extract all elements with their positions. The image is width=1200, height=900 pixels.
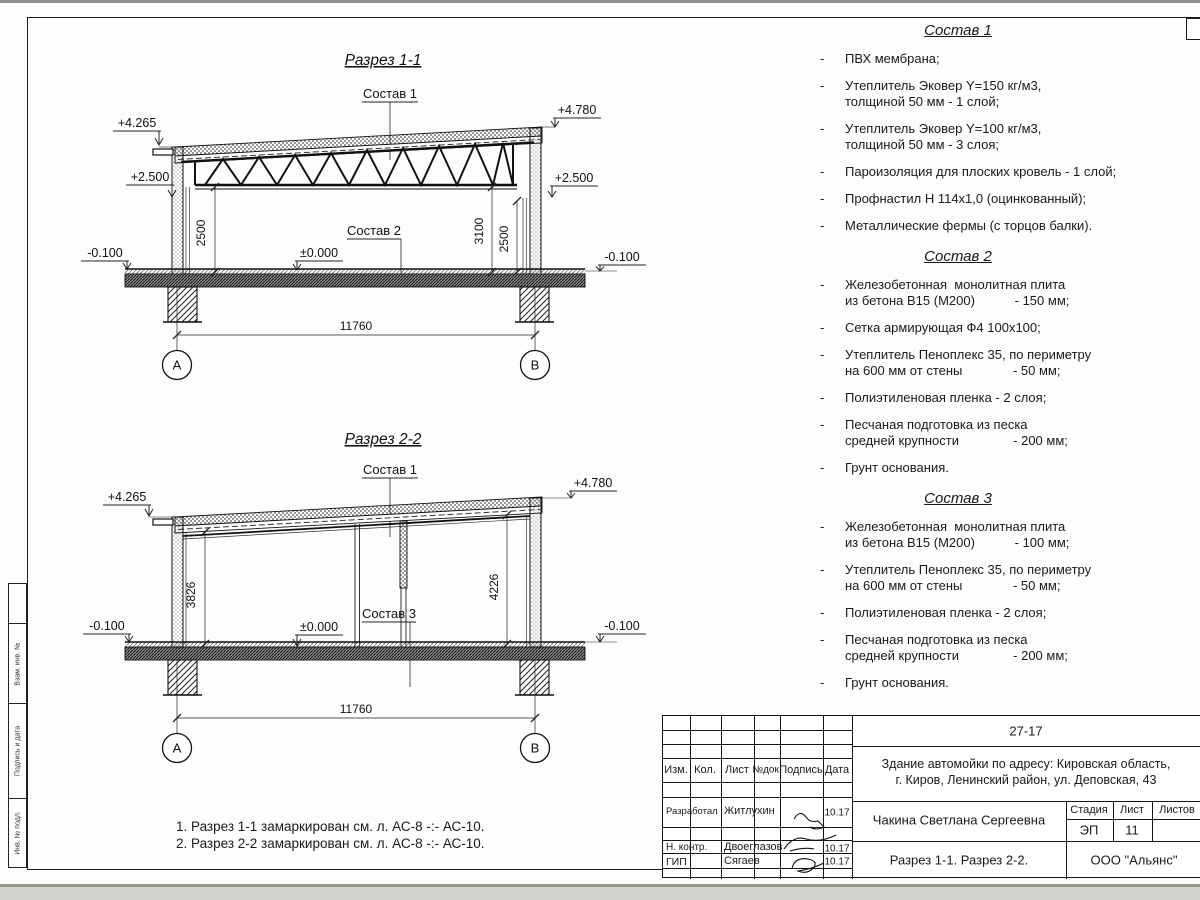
signature-2	[784, 835, 836, 851]
list-bullet: -	[820, 51, 825, 66]
tb-line	[1066, 819, 1200, 820]
list-item-text: Грунт основания.	[845, 460, 949, 475]
tb-line	[663, 782, 852, 783]
list-item	[808, 51, 1200, 67]
list-heading-sostav-1	[808, 22, 1108, 39]
signature-1	[794, 813, 824, 829]
tb-line	[1066, 801, 1067, 879]
list-item-text: Песчаная подготовка из песка средней крупности - 200 мм;	[845, 417, 1068, 448]
row2-name: Двоеглазов	[724, 841, 783, 853]
tb-line	[1152, 801, 1153, 841]
tb-line	[852, 801, 1200, 802]
list-item-text: Утеплитель Эковер Y=150 кг/м3, толщиной 50 мм - 1 слой;	[845, 78, 1042, 109]
list-bullet: -	[820, 191, 825, 206]
list-item-text: Пароизоляция для плоских кровель - 1 слой;	[845, 164, 1117, 179]
row1-name: Житлухин	[724, 805, 775, 817]
list-item-text: ПВХ мембрана;	[845, 51, 940, 66]
axis-b: В	[530, 357, 540, 373]
list-item	[808, 347, 1200, 379]
side-stamp-cell	[9, 624, 26, 704]
elev-minus100-left: -0.100	[89, 619, 125, 633]
list-item	[808, 78, 1200, 110]
list-item-text: Утеплитель Пеноплекс 35, по периметру на 600 мм от стены - 50 мм;	[845, 347, 1092, 378]
axis-b: В	[530, 740, 540, 756]
list-bullet: -	[820, 460, 825, 475]
dim-3826-left: 3826	[184, 581, 198, 609]
list-heading-text: Состав 3	[924, 490, 992, 507]
list-bullet: -	[820, 417, 825, 432]
list-item-text: Профнастил Н 114х1,0 (оцинкованный);	[845, 191, 1087, 206]
dim-3100-right: 3100	[472, 217, 486, 245]
list-heading-sostav-2	[808, 248, 1108, 265]
sheet-label: Лист	[1120, 804, 1144, 816]
canopy-beam	[153, 149, 173, 155]
elev-4265: +4.265	[117, 116, 157, 130]
tb-line	[1113, 801, 1114, 841]
tb-line	[663, 744, 852, 745]
col-podpis: Подпись	[779, 764, 823, 776]
list-bullet: -	[820, 632, 825, 647]
list-bullet: -	[820, 78, 825, 93]
object-line2: г. Киров, Ленинский район, ул. Деповская, 43	[895, 773, 1157, 787]
list-bullet: -	[820, 675, 825, 690]
axis-a: А	[172, 740, 182, 756]
list-item	[808, 675, 1200, 691]
page-edge-bottom	[0, 887, 1200, 900]
dim-span: 11760	[339, 702, 373, 716]
list-item-text: Утеплитель Пеноплекс 35, по периметру на 600 мм от стены - 50 мм;	[845, 562, 1092, 593]
floor-slab	[125, 642, 585, 660]
row1-role: Разработал	[666, 806, 718, 817]
row2-role: Н. контр.	[666, 842, 708, 853]
note-line: 2. Разрез 2-2 замаркирован см. л. АС-8 -:- АС-10.	[176, 836, 485, 851]
list-item	[808, 519, 1200, 551]
list-bullet: -	[820, 605, 825, 620]
side-stamp-cell	[9, 799, 26, 867]
tb-line	[852, 746, 1200, 747]
list-item	[808, 632, 1200, 664]
row3-role: ГИП	[666, 856, 687, 868]
author-name: Чакина Светлана Сергеевна	[872, 812, 1046, 828]
list-item-text: Полиэтиленовая пленка - 2 слоя;	[845, 390, 1047, 405]
row2-date: 10.17	[824, 843, 850, 855]
stage-value: ЭП	[1079, 822, 1099, 838]
span-dimension	[173, 660, 539, 734]
list-item-text: Железобетонная монолитная плита из бетона В15 (М200) - 100 мм;	[845, 519, 1070, 550]
doc-number: 27-17	[1009, 723, 1043, 739]
list-item	[808, 417, 1200, 449]
list-item-text: Железобетонная монолитная плита из бетона В15 (М200) - 150 мм;	[845, 277, 1070, 308]
side-stamp-label: Подпись и дата	[14, 725, 21, 777]
stage-label: Стадия	[1070, 804, 1108, 816]
list-item	[808, 121, 1200, 153]
list-item-text: Сетка армирующая Ф4 100х100;	[845, 320, 1041, 335]
dim-2500-left: 2500	[194, 219, 208, 247]
row3-name: Сягаев	[724, 855, 760, 867]
page-edge-top	[0, 0, 1200, 3]
list-item-text: Грунт основания.	[845, 675, 949, 690]
note-line: 1. Разрез 1-1 замаркирован см. л. АС-8 -:- АС-10.	[176, 819, 485, 834]
section-2-2-drawing	[55, 425, 675, 780]
tb-line	[663, 730, 852, 731]
tb-line	[663, 758, 852, 759]
list-item-text: Песчаная подготовка из песка средней крупности - 200 мм;	[845, 632, 1068, 663]
elev-minus100-left: -0.100	[87, 246, 123, 260]
list-item	[808, 320, 1200, 336]
col-list: Лист	[725, 764, 749, 776]
side-stamp-cell	[9, 584, 26, 624]
sheets-label: Листов	[1159, 804, 1195, 816]
col-ndok: №док.	[752, 764, 782, 776]
sostav3-callout-label: Состав 3	[362, 606, 416, 621]
list-item	[808, 164, 1200, 180]
list-heading-sostav-3	[808, 490, 1108, 507]
elev-zero: ±0.000	[299, 620, 339, 634]
elev-4265: +4.265	[107, 490, 147, 504]
list-bullet: -	[820, 277, 825, 292]
list-item-text: Металлические фермы (с торцов балки).	[845, 218, 1093, 233]
sheet-number: 11	[1125, 822, 1139, 838]
list-item	[808, 460, 1200, 476]
company-name: ООО "Альянс"	[1090, 852, 1178, 868]
section-1-1-title: Разрез 1-1	[344, 52, 422, 69]
sostav2-callout-label: Состав 2	[347, 223, 401, 238]
sostav1-callout-label: Состав 1	[363, 462, 417, 477]
list-bullet: -	[820, 390, 825, 405]
dim-4226-right: 4226	[487, 573, 501, 601]
row3-date: 10.17	[824, 856, 850, 868]
col-data: Дата	[824, 764, 850, 776]
tb-line	[852, 841, 1200, 842]
elev-minus100-right: -0.100	[604, 619, 640, 633]
elev-2500-right: +2.500	[554, 171, 594, 185]
list-bullet: -	[820, 164, 825, 179]
side-stamp	[8, 583, 27, 868]
list-item	[808, 218, 1200, 234]
list-bullet: -	[820, 218, 825, 233]
list-item	[808, 562, 1200, 594]
object-line1: Здание автомойки по адресу: Кировская область,	[881, 757, 1171, 771]
list-item	[808, 390, 1200, 406]
tb-line	[852, 716, 853, 879]
footings	[163, 287, 554, 322]
list-bullet: -	[820, 519, 825, 534]
interior-walls	[355, 521, 407, 647]
signature-3	[792, 859, 824, 873]
list-bullet: -	[820, 121, 825, 136]
title-block	[662, 715, 1200, 878]
side-stamp-cell	[9, 704, 26, 799]
elev-minus100-right: -0.100	[604, 250, 640, 264]
list-bullet: -	[820, 347, 825, 362]
axis-a: А	[172, 357, 182, 373]
elev-zero: ±0.000	[299, 246, 339, 260]
list-item	[808, 605, 1200, 621]
col-kol: Кол.	[694, 764, 716, 776]
drawing-title: Разрез 1-1. Разрез 2-2.	[889, 852, 1029, 868]
section-1-1-drawing	[55, 35, 675, 385]
side-stamp-label: Инв. № подл.	[14, 811, 21, 855]
elev-4780: +4.780	[557, 103, 597, 117]
list-bullet: -	[820, 562, 825, 577]
elev-4780: +4.780	[573, 476, 613, 490]
signatures	[780, 797, 852, 879]
section-2-2-title: Разрез 2-2	[344, 431, 422, 448]
list-item-text: Полиэтиленовая пленка - 2 слоя;	[845, 605, 1047, 620]
side-stamp-label: Взам. инв. №	[14, 641, 21, 686]
list-bullet: -	[820, 320, 825, 335]
sostav1-callout-label: Состав 1	[363, 86, 417, 101]
floor-slab	[125, 269, 585, 287]
list-heading-text: Состав 1	[924, 22, 992, 39]
materials-lists	[808, 22, 1200, 702]
row1-date: 10.17	[824, 807, 850, 819]
list-item	[808, 191, 1200, 207]
col-izm: Изм.	[664, 764, 688, 776]
elev-2500-left: +2.500	[130, 170, 170, 184]
axis-bubbles	[163, 734, 550, 763]
notes	[176, 818, 485, 852]
dim-2500-right: 2500	[497, 225, 511, 253]
axis-bubbles	[163, 351, 550, 380]
roof-package	[175, 497, 542, 539]
list-item	[808, 277, 1200, 309]
list-item-text: Утеплитель Эковер Y=100 кг/м3, толщиной 50 мм - 3 слоя;	[845, 121, 1042, 152]
list-heading-text: Состав 2	[924, 248, 992, 265]
footings	[163, 660, 554, 695]
dim-span: 11760	[339, 319, 373, 333]
canopy-beam	[153, 519, 173, 525]
